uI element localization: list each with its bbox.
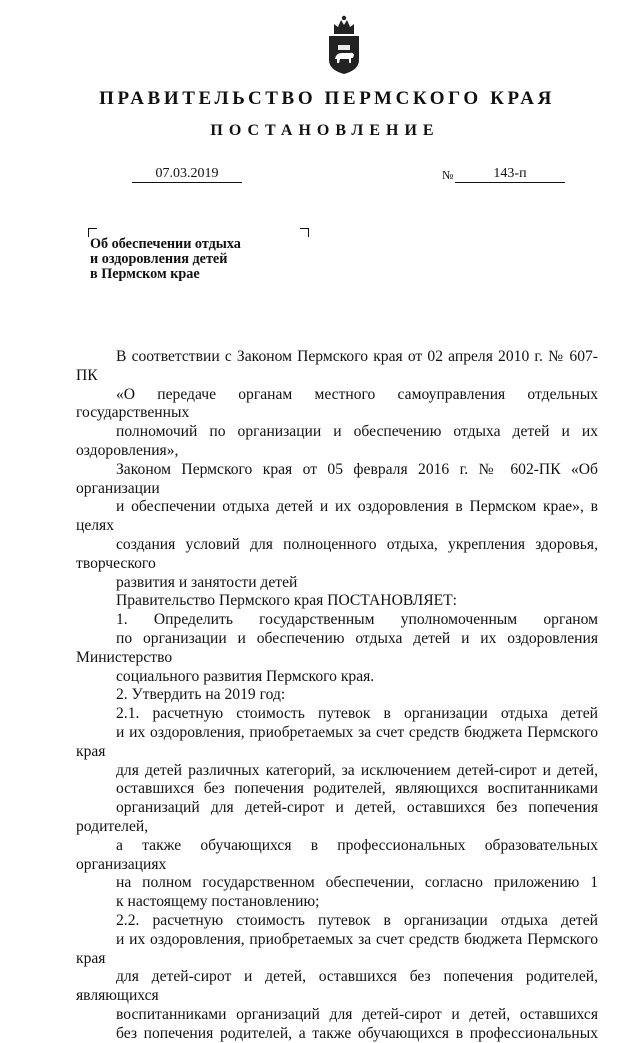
number-sign: № xyxy=(442,168,454,182)
subject-corner-right xyxy=(300,228,309,237)
text-line: и их оздоровления, приобретаемых за счет средств бюджета Пермского края xyxy=(76,723,598,760)
subject-line: и оздоровления детей xyxy=(90,251,228,267)
text-line: Законом Пермского края от 05 февраля 2016 г. № 602-ПК «Об организации xyxy=(76,460,598,497)
text-line: развития и занятости детей xyxy=(116,573,298,591)
text-line: социального развития Пермского края. xyxy=(116,667,375,685)
resolution-intro: Правительство Пермского края ПОСТАНОВЛЯЕТ: xyxy=(116,592,457,610)
text-line: и обеспечении отдыха детей и их оздоровления в Пермском крае», в целях xyxy=(76,498,598,535)
text-line: организаций для детей-сирот и детей, оставшихся без попечения родителей, xyxy=(76,799,598,835)
text-line: создания условий для полноценного отдыха, укрепления здоровья, творческого xyxy=(76,535,598,572)
text-line: для детей-сирот и детей, оставшихся без попечения родителей, являющихся xyxy=(76,968,598,1005)
text-line: а также обучающихся в профессиональных образовательных организациях xyxy=(76,836,598,873)
text-line: 2.2. расчетную стоимость путевок в организации отдыха детей xyxy=(116,911,598,929)
government-title: ПРАВИТЕЛЬСТВО ПЕРМСКОГО КРАЯ xyxy=(99,88,555,109)
document-type-title: ПОСТАНОВЛЕНИЕ xyxy=(210,122,440,139)
text-line: «О передаче органам местного самоуправления отдельных государственных xyxy=(76,385,598,422)
text-line: по организации и обеспечению отдыха детей и их оздоровления Министерство xyxy=(76,629,598,666)
text-line: В соответствии с Законом Пермского края от 02 апреля 2010 г. № 607-ПК xyxy=(76,348,598,384)
decree-body xyxy=(76,348,598,1043)
preamble-paragraph xyxy=(76,348,598,592)
clause-2-2 xyxy=(76,912,598,1043)
text-line: оставшихся без попечения родителей, являющихся воспитанниками xyxy=(116,780,598,798)
text-line: полномочий по организации и обеспечению отдыха детей и их оздоровления», xyxy=(76,423,598,459)
clause-2-1 xyxy=(76,705,598,912)
text-line: и их оздоровления, приобретаемых за счет средств бюджета Пермского края xyxy=(76,930,598,967)
clause-1 xyxy=(76,611,598,686)
decree-date: 07.03.2019 xyxy=(132,166,242,183)
text-line: на полном государственном обеспечении, согласно приложению 1 xyxy=(116,874,598,892)
decree-subject xyxy=(90,237,241,282)
perm-krai-coat-of-arms-icon xyxy=(326,12,362,76)
text-line: без попечения родителей, а также обучающихся в профессиональных xyxy=(116,1024,598,1042)
clause-2: 2. Утвердить на 2019 год: xyxy=(116,686,286,704)
subject-line: в Пермском крае xyxy=(90,266,200,282)
subject-line: Об обеспечении отдыха xyxy=(90,236,241,252)
text-line: 2.1. расчетную стоимость путевок в организации отдыха детей xyxy=(116,705,598,723)
text-line: к настоящему постановлению; xyxy=(116,893,320,911)
text-line: 1. Определить государственным уполномоченным органом xyxy=(116,611,598,629)
decree-number: 143-п xyxy=(455,166,565,183)
text-line: воспитанниками организаций для детей-сирот и детей, оставшихся xyxy=(116,1005,598,1023)
text-line: для детей различных категорий, за исключением детей-сирот и детей, xyxy=(116,761,598,779)
